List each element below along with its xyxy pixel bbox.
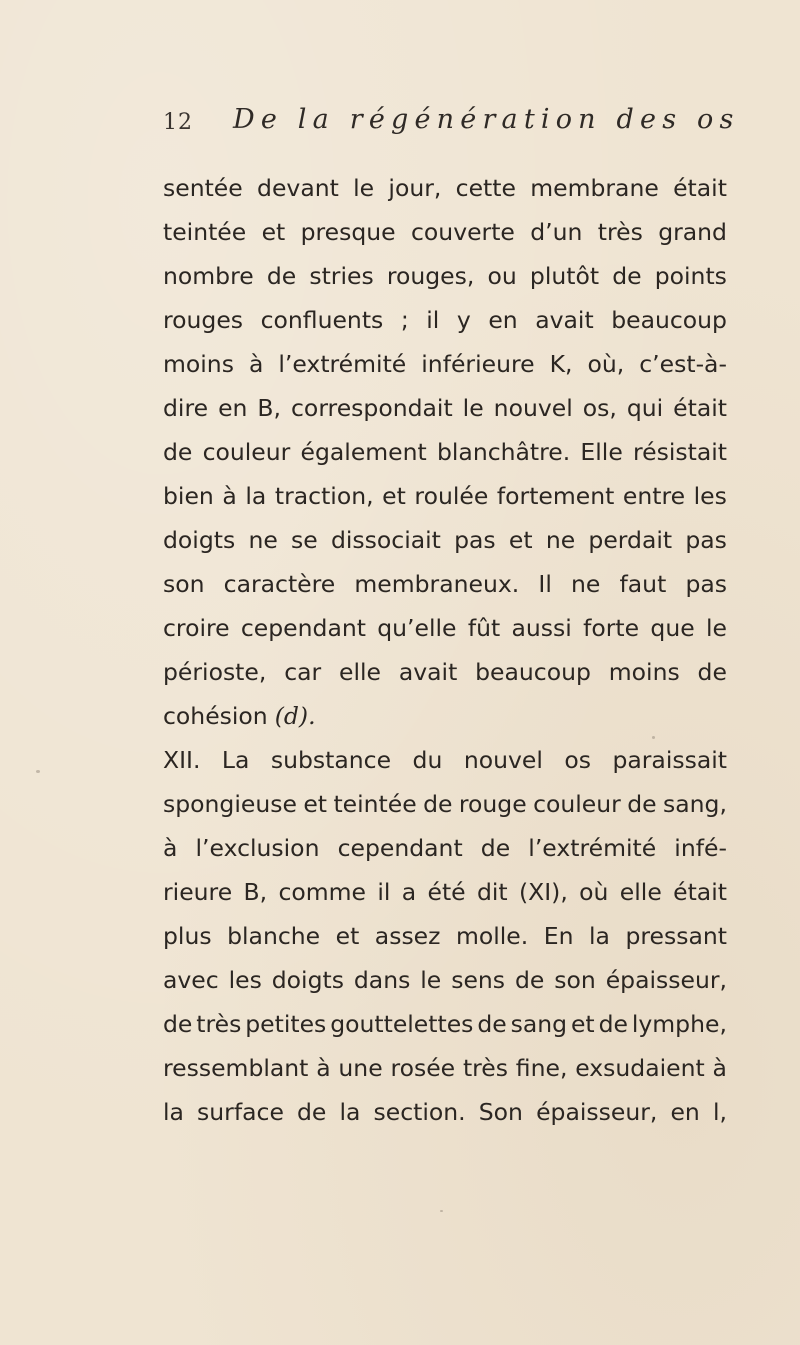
text-line: [163, 782, 727, 826]
text-word: lymphe,: [631, 1010, 727, 1038]
text-word: caractère: [223, 570, 336, 598]
text-word: de: [480, 834, 511, 862]
text-word: correspondait: [291, 394, 453, 422]
text-word: se: [291, 526, 318, 554]
text-word: faut: [619, 570, 667, 598]
text-word: doigts: [271, 966, 344, 994]
text-word: l,: [712, 1098, 727, 1126]
text-word: En: [543, 922, 574, 950]
text-word: cependant: [337, 834, 463, 862]
text-word: de: [627, 790, 657, 818]
text-word: K,: [549, 350, 573, 378]
text-word: La: [221, 746, 250, 774]
text-word: pas: [685, 570, 727, 598]
text-word: le: [353, 174, 375, 202]
text-word: teintée: [163, 218, 247, 246]
text-word: une: [338, 1054, 383, 1082]
text-word: épaisseur,: [536, 1098, 658, 1126]
text-word: croire: [163, 614, 230, 642]
text-word: fine,: [515, 1054, 568, 1082]
text-word: pressant: [625, 922, 727, 950]
text-word: c’est-à-: [639, 350, 727, 378]
text-word: moins: [608, 658, 680, 686]
text-word: également: [300, 438, 427, 466]
body-text: [163, 166, 727, 1134]
text-word: y: [456, 306, 471, 334]
text-word: la: [163, 1098, 184, 1126]
text-word: avait: [398, 658, 458, 686]
text-word: surface: [197, 1098, 284, 1126]
text-line: [163, 826, 727, 870]
text-word: ne: [545, 526, 576, 554]
text-word: points: [654, 262, 727, 290]
text-word: dans: [353, 966, 411, 994]
text-word: assez: [374, 922, 441, 950]
text-line-paragraph-end: [163, 694, 727, 738]
text-word: spongieuse: [163, 790, 297, 818]
text-line: [163, 870, 727, 914]
text-word: de: [612, 262, 642, 290]
text-word: de: [477, 1010, 507, 1038]
text-line: [163, 606, 727, 650]
text-word: stries: [309, 262, 374, 290]
text-word: de: [423, 790, 453, 818]
text-word: pas: [454, 526, 496, 554]
text-word: cependant: [240, 614, 366, 642]
text-word: Il: [538, 570, 552, 598]
text-word: ressemblant: [163, 1054, 309, 1082]
text-word: B,: [243, 878, 268, 906]
text-word: était: [673, 174, 727, 202]
text-word: qui: [626, 394, 664, 422]
paper-speck: [652, 736, 655, 739]
text-word: était: [673, 394, 727, 422]
text-word: avec: [163, 966, 219, 994]
text-word: rieure: [163, 878, 233, 906]
running-head: [163, 104, 740, 148]
text-word: blanchâtre.: [436, 438, 571, 466]
text-word: sens: [451, 966, 506, 994]
paper-speck: [36, 770, 40, 773]
text-word: os,: [582, 394, 617, 422]
text-word: beaucoup: [475, 658, 591, 686]
text-word: devant: [257, 174, 339, 202]
text-word: cette: [455, 174, 516, 202]
text-word: où: [579, 878, 609, 906]
text-word: dit: [476, 878, 508, 906]
text-word: teintée: [333, 790, 417, 818]
text-line: [163, 1002, 727, 1046]
text-line: [163, 518, 727, 562]
text-word: rouge: [458, 790, 527, 818]
text-word: couleur: [533, 790, 621, 818]
paper-speck: [440, 1210, 443, 1212]
text-line: [163, 342, 727, 386]
text-word: périoste,: [163, 658, 267, 686]
text-line: [163, 1046, 727, 1090]
text-word: molle.: [455, 922, 529, 950]
text-word: rouges,: [386, 262, 475, 290]
text-word: la: [339, 1098, 361, 1126]
text-word: de: [266, 262, 297, 290]
text-word: et: [303, 790, 328, 818]
text-word: sang: [510, 1010, 568, 1038]
text-word: très: [597, 218, 643, 246]
text-word: sang,: [663, 790, 727, 818]
text-word: à: [248, 350, 264, 378]
text-line: [163, 210, 727, 254]
text-word: section.: [373, 1098, 466, 1126]
text-word: avait: [535, 306, 594, 334]
text-word: os: [564, 746, 591, 774]
running-title: De la régénération des os: [233, 104, 740, 135]
text-word: Son: [478, 1098, 523, 1126]
text-word: doigts: [163, 526, 236, 554]
text-word: à: [316, 1054, 331, 1082]
text-word: gouttelettes: [330, 1010, 474, 1038]
text-word: d’un: [530, 218, 583, 246]
text-word: (XI),: [518, 878, 568, 906]
text-word: Elle: [580, 438, 623, 466]
text-word: dire: [163, 394, 209, 422]
text-word: et: [382, 482, 406, 510]
text-word: de: [697, 658, 727, 686]
text-word: perdait: [588, 526, 673, 554]
page-number: 12: [163, 110, 193, 135]
text-word: très: [196, 1010, 242, 1038]
text-word: et: [508, 526, 533, 554]
text-word: elle: [339, 658, 381, 686]
text-word: de: [598, 1010, 628, 1038]
text-word: inférieure: [421, 350, 535, 378]
text-word: plutôt: [529, 262, 600, 290]
text-line: [163, 386, 727, 430]
text-word: ne: [571, 570, 601, 598]
text-word: les: [228, 966, 262, 994]
text-word: ;: [400, 306, 409, 334]
text-word: les: [693, 482, 727, 510]
text-word: l’extrémité: [528, 834, 657, 862]
text-word: été: [427, 878, 466, 906]
text-line: [163, 1090, 727, 1134]
text-word: à: [222, 482, 237, 510]
text-word: en: [488, 306, 518, 334]
text-word: et: [570, 1010, 595, 1038]
text-word: il: [377, 878, 391, 906]
text-word: de: [163, 1010, 193, 1038]
text-word: couverte: [411, 218, 515, 246]
text-word: pas: [685, 526, 727, 554]
text-word: où,: [587, 350, 625, 378]
text-word: fût: [467, 614, 501, 642]
text-line: [163, 958, 727, 1002]
text-word: substance: [270, 746, 392, 774]
text-word: dissociait: [330, 526, 441, 554]
text-word: aussi: [511, 614, 572, 642]
text-word: beaucoup: [611, 306, 727, 334]
text-word: blanche: [227, 922, 321, 950]
text-word: nouvel: [463, 746, 543, 774]
text-word: entre: [622, 482, 686, 510]
text-word: en: [218, 394, 248, 422]
text-word: a: [401, 878, 417, 906]
text-word: de: [297, 1098, 327, 1126]
text-word: il: [426, 306, 440, 334]
text-word: roulée: [414, 482, 489, 510]
text-word: elle: [619, 878, 662, 906]
text-word: membrane: [530, 174, 659, 202]
text-word: cohésion: [163, 702, 268, 730]
text-word: exsudaient: [575, 1054, 705, 1082]
text-word: B,: [257, 394, 282, 422]
text-line: [163, 562, 727, 606]
text-line: [163, 430, 727, 474]
text-word: rouges: [163, 306, 244, 334]
text-word: en: [670, 1098, 700, 1126]
text-word: fortement: [496, 482, 615, 510]
text-word: moins: [163, 350, 234, 378]
text-word: le: [705, 614, 727, 642]
text-word: l’extrémité: [278, 350, 407, 378]
text-word: et: [261, 218, 286, 246]
text-word: paraissait: [612, 746, 727, 774]
text-word: de: [163, 438, 193, 466]
text-word: très: [462, 1054, 508, 1082]
text-word: à: [712, 1054, 727, 1082]
text-word: son: [554, 966, 596, 994]
text-word: car: [284, 658, 322, 686]
text-word: sentée: [163, 174, 243, 202]
text-line: [163, 650, 727, 694]
text-line: [163, 254, 727, 298]
text-word: la: [589, 922, 610, 950]
text-word: presque: [300, 218, 396, 246]
text-word: XII.: [163, 746, 201, 774]
text-word: plus: [163, 922, 212, 950]
text-word: petites: [245, 1010, 327, 1038]
text-word: résistait: [633, 438, 727, 466]
text-word: ou: [487, 262, 517, 290]
text-word: était: [673, 878, 727, 906]
text-word: comme: [278, 878, 366, 906]
text-word: l’exclusion: [195, 834, 320, 862]
text-word: la: [245, 482, 267, 510]
text-word: épaisseur,: [605, 966, 727, 994]
text-word: membraneux.: [354, 570, 520, 598]
text-word: son: [163, 570, 205, 598]
text-word: nouvel: [493, 394, 573, 422]
text-word: de: [514, 966, 545, 994]
text-word: couleur: [202, 438, 291, 466]
text-word: du: [412, 746, 443, 774]
text-word: le: [462, 394, 484, 422]
text-line: [163, 298, 727, 342]
text-line: [163, 166, 727, 210]
text-word: à: [163, 834, 178, 862]
text-word: traction,: [274, 482, 374, 510]
text-word: nombre: [163, 262, 254, 290]
text-word: rosée: [390, 1054, 456, 1082]
text-word: confluents: [260, 306, 384, 334]
text-word: ne: [248, 526, 278, 554]
text-word: forte: [583, 614, 640, 642]
text-word: et: [335, 922, 360, 950]
text-word: le: [420, 966, 442, 994]
text-word: infé-: [674, 834, 727, 862]
text-word: que: [650, 614, 695, 642]
footnote-reference: (d).: [274, 702, 316, 730]
text-word: bien: [163, 482, 214, 510]
text-line: [163, 914, 727, 958]
text-word: grand: [658, 218, 727, 246]
text-line: [163, 474, 727, 518]
text-word: jour,: [388, 174, 442, 202]
text-word: qu’elle: [377, 614, 457, 642]
text-line-section-start: [163, 738, 727, 782]
